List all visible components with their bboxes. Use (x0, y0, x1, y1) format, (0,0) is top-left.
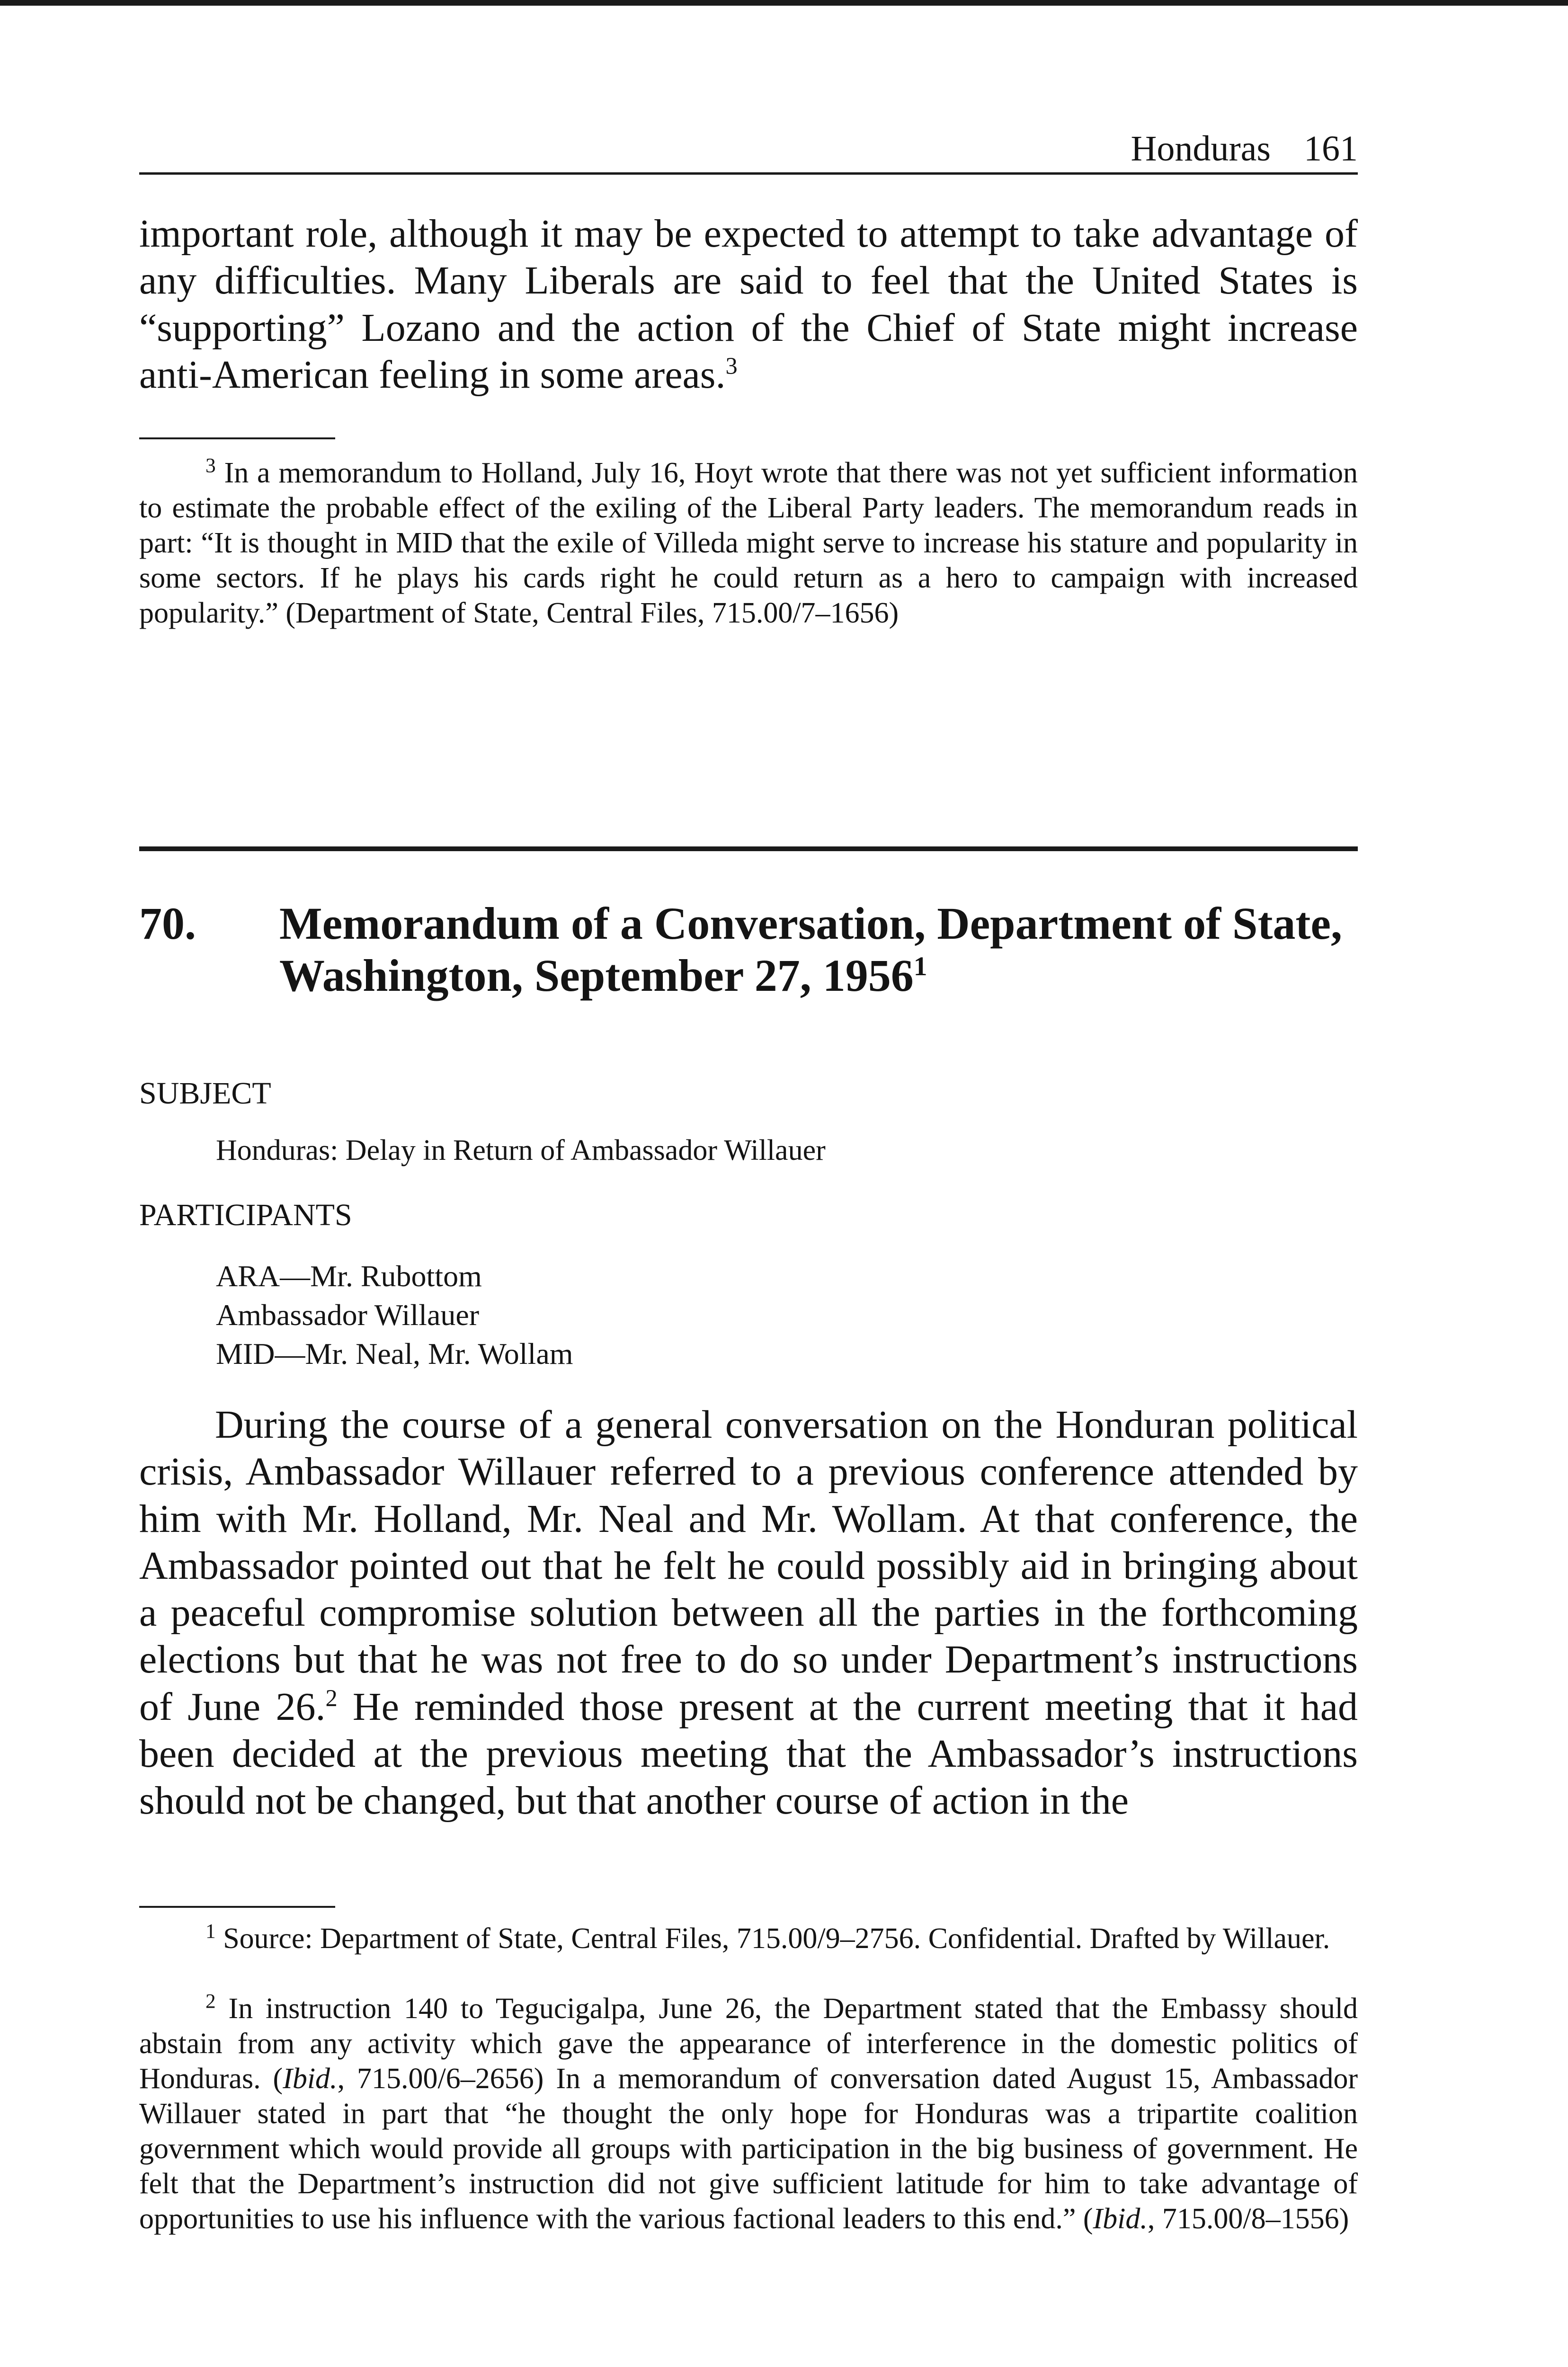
footnote-2-text-a: In instruction 140 to Tegucigalpa, June 26, the Department stated that the Embassy should abstain from any activity which gave the appearance of interference in the domestic politics of Honduras. ( (139, 1993, 1358, 2095)
subject-label: SUBJECT (139, 1076, 271, 1111)
body-paragraph-text-1: During the course of a general conversation on the Honduran political crisis, Ambassador Willauer referred to a previous conference attended by him with Mr. Holland, Mr. Neal and Mr. Wollam. At that conference, the Ambassador pointed out that he felt he could possibly aid in bringing about a peaceful compromise solution between all the parties in the forthcoming elections but that he was not free to do so under Department’s instructions of June 26. (139, 1403, 1358, 1729)
footnote-3-marker: 3 (205, 454, 216, 477)
footnote-2-ibid-1: Ibid. (283, 2063, 338, 2095)
footnote-2-text-b: , 715.00/6–2656) In a memorandum of conversation dated August 15, Ambassador Willauer stated in part that “he thought the only hope for Honduras was a tripartite coalition government which would provide all groups with participation in the big business of government. He felt that the Department’s instruction did not give sufficient latitude for him to take advantage of opportunities to use his influence with the various factional leaders to this end.” ( (139, 2063, 1358, 2235)
participant-item: ARA—Mr. Rubottom (216, 1259, 482, 1293)
running-head (139, 119, 1358, 175)
footnote-2-ibid-2: Ibid. (1093, 2203, 1148, 2235)
participant-item: Ambassador Willauer (216, 1298, 480, 1332)
footnote-2-reference[interactable]: 2 (325, 1684, 338, 1711)
page-number: 161 (1304, 129, 1358, 169)
footnote-1 (139, 1921, 1358, 1956)
participants-list (216, 1257, 573, 1373)
footnote-3-reference[interactable]: 3 (725, 352, 738, 379)
body-paragraph-text-2: He reminded those present at the current meeting that it had been decided at the previous meeting that the Ambassador’s instructions should not be changed, but that another course of action in the (139, 1684, 1358, 1823)
footnote-rule-bottom (139, 1906, 335, 1908)
footnote-2-text-c: , 715.00/8–1556) (1147, 2203, 1349, 2235)
continued-paragraph-text: important role, although it may be expected to attempt to take advantage of any difficulties. Many Liberals are said to feel that the United States is “supporting” Lozano and the action of the Chief of State might increase anti-American feeling in some areas. (139, 212, 1358, 397)
section-divider (139, 846, 1358, 851)
footnote-1-reference[interactable]: 1 (913, 952, 927, 981)
footnote-3-text: In a memorandum to Holland, July 16, Hoyt wrote that there was not yet sufficient information to estimate the probable effect of the exiling of the Liberal Party leaders. The memorandum reads in part: “It is thought in MID that the exile of Villeda might serve to increase his stature and popularity in some sectors. If he plays his cards right he could return as a hero to campaign with increased popularity.” (Department of State, Central Files, 715.00/7–1656) (139, 457, 1358, 629)
document-number: 70. (139, 898, 196, 949)
footnote-2 (139, 1991, 1358, 2236)
footnote-3 (139, 455, 1358, 631)
participants-label: PARTICIPANTS (139, 1198, 352, 1232)
running-head-title: Honduras (1131, 129, 1271, 169)
document-title (279, 898, 1358, 1002)
document-title-text: Memorandum of a Conversation, Department of State, Washington, September 27, 1956 (279, 898, 1342, 1001)
subject-text: Honduras: Delay in Return of Ambassador Willauer (216, 1134, 826, 1166)
scan-edge-bar (0, 0, 1568, 6)
footnote-2-marker: 2 (205, 1990, 216, 2013)
continued-paragraph (139, 210, 1358, 398)
footnote-rule-top (139, 437, 335, 439)
participant-item: MID—Mr. Neal, Mr. Wollam (216, 1337, 573, 1370)
body-paragraph (139, 1401, 1358, 1824)
footnote-1-marker: 1 (205, 1920, 216, 1943)
footnote-1-text: Source: Department of State, Central Files, 715.00/9–2756. Confidential. Drafted by Willauer. (223, 1922, 1330, 1955)
